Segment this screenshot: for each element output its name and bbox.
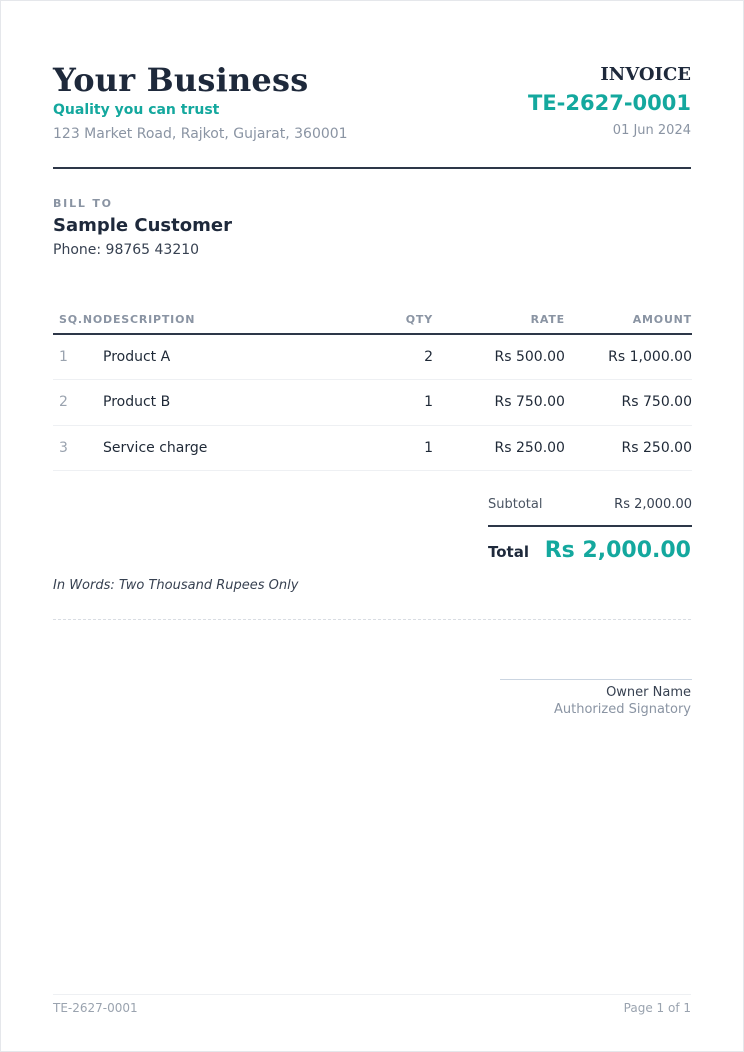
row-amount: Rs 250.00 [565, 425, 692, 471]
row-description: Product B [103, 380, 363, 426]
line-items-table [53, 305, 692, 471]
business-name: Your Business [53, 61, 309, 99]
row-rate: Rs 500.00 [433, 334, 565, 380]
footer-page-number: Page 1 of 1 [623, 1001, 691, 1015]
row-rate: Rs 750.00 [433, 380, 565, 426]
subtotal-label: Subtotal [488, 497, 543, 512]
row-qty: 1 [363, 380, 433, 426]
customer-phone: Phone: 98765 43210 [53, 242, 200, 258]
row-description: Product A [103, 334, 363, 380]
header-description: DESCRIPTION [103, 305, 363, 334]
header-sqno: SQ.NO [53, 305, 103, 334]
row-description: Service charge [103, 425, 363, 471]
signature-line [500, 679, 692, 680]
row-rate: Rs 250.00 [433, 425, 565, 471]
amount-in-words: In Words: Two Thousand Rupees Only [53, 578, 299, 593]
row-sqno: 1 [53, 334, 103, 380]
table-row [53, 425, 692, 471]
invoice-label: INVOICE [600, 64, 691, 85]
table-row [53, 380, 692, 426]
row-sqno: 2 [53, 380, 103, 426]
invoice-number: TE-2627-0001 [528, 91, 691, 115]
row-qty: 1 [363, 425, 433, 471]
bill-to-label: BILL TO [53, 197, 113, 210]
row-sqno: 3 [53, 425, 103, 471]
page-footer [53, 994, 691, 1015]
row-amount: Rs 750.00 [565, 380, 692, 426]
total-value: Rs 2,000.00 [544, 538, 691, 563]
header-rate: RATE [433, 305, 565, 334]
dashed-divider [53, 619, 691, 620]
footer-invoice-number: TE-2627-0001 [53, 1001, 138, 1015]
row-amount: Rs 1,000.00 [565, 334, 692, 380]
business-tagline: Quality you can trust [53, 102, 220, 118]
signatory-name: Owner Name [606, 685, 691, 700]
customer-name: Sample Customer [53, 215, 232, 236]
subtotal-value: Rs 2,000.00 [614, 497, 692, 512]
row-qty: 2 [363, 334, 433, 380]
subtotal-row [488, 489, 692, 527]
invoice-date: 01 Jun 2024 [612, 123, 691, 138]
signatory-role: Authorized Signatory [554, 702, 691, 717]
table-header-row [53, 305, 692, 334]
header-qty: QTY [363, 305, 433, 334]
table-row [53, 334, 692, 380]
business-address: 123 Market Road, Rajkot, Gujarat, 360001 [53, 126, 348, 142]
invoice-header [53, 61, 691, 169]
total-label: Total [488, 543, 529, 561]
header-amount: AMOUNT [565, 305, 692, 334]
